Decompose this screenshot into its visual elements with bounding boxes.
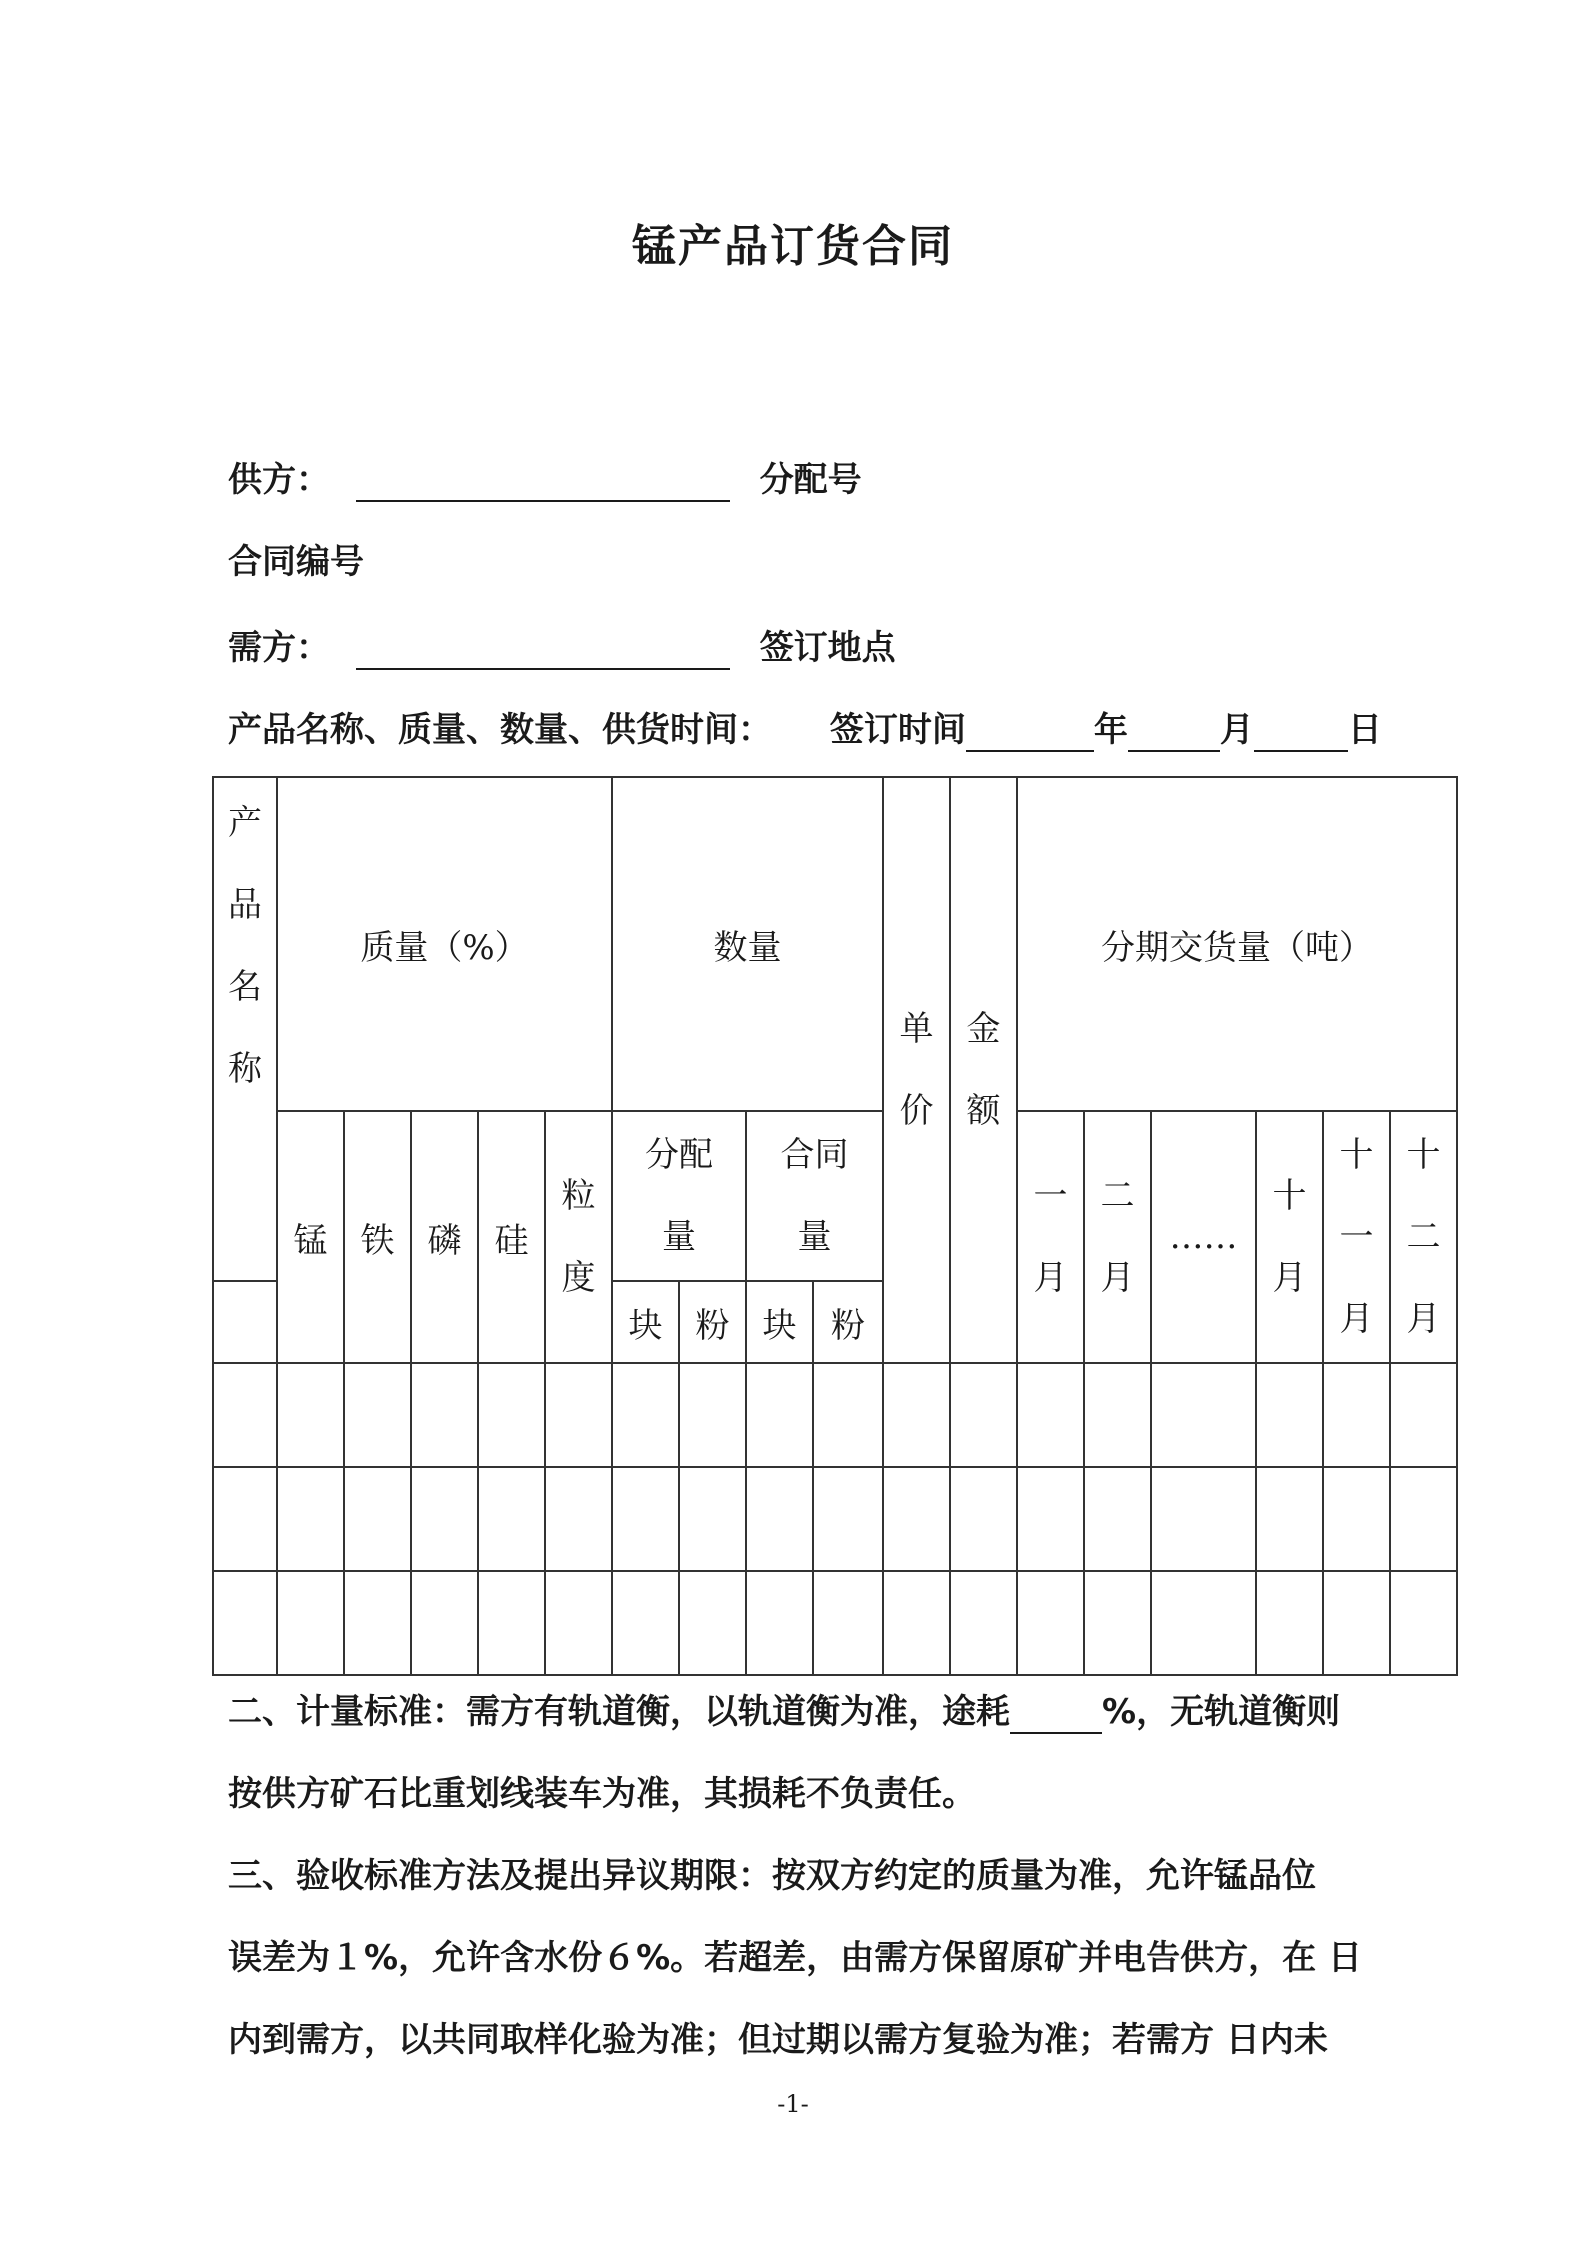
table-cell[interactable] — [950, 1363, 1017, 1467]
table-cell[interactable] — [883, 1363, 950, 1467]
page-number: -1- — [777, 2090, 809, 2118]
sign-place-label: 签订地点 — [759, 628, 896, 668]
table-cell[interactable] — [411, 1571, 478, 1675]
granularity-char: 度 — [561, 1258, 596, 1298]
table-cell[interactable] — [1323, 1363, 1390, 1467]
table-cell[interactable] — [813, 1467, 883, 1571]
month-char: 月 — [1033, 1258, 1068, 1298]
table-cell[interactable] — [1084, 1363, 1151, 1467]
product-table — [212, 776, 1458, 1676]
clause-3-line-2: 误差为１%，允许含水份６%。若超差，由需方保留原矿并电告供方，在 日 — [228, 1938, 1362, 1978]
supplier-blank[interactable] — [356, 460, 730, 502]
contract-qty-text: 合同 — [780, 1135, 849, 1175]
quality-si: 硅 — [478, 1111, 545, 1363]
table-cell[interactable] — [478, 1571, 545, 1675]
contract-no-label: 合同编号 — [228, 542, 364, 582]
day-label: 日 — [1347, 710, 1382, 750]
quality-header: 质量（%） — [277, 777, 612, 1111]
table-row — [213, 1363, 1457, 1467]
quality-fe: 铁 — [344, 1111, 411, 1363]
table-cell[interactable] — [1256, 1571, 1323, 1675]
unit-price-header — [883, 777, 950, 1363]
month-2-header — [1084, 1111, 1151, 1363]
table-cell[interactable] — [813, 1571, 883, 1675]
month-11-header — [1323, 1111, 1390, 1363]
month-char: 二 — [1100, 1176, 1135, 1216]
contract-qty-text: 量 — [797, 1217, 832, 1257]
table-cell[interactable] — [950, 1571, 1017, 1675]
unit-price-char: 单 — [899, 1009, 934, 1049]
contract-powder-header: 粉 — [813, 1281, 883, 1363]
table-cell[interactable] — [277, 1363, 344, 1467]
quality-p: 磷 — [411, 1111, 478, 1363]
contract-lump-header: 块 — [746, 1281, 813, 1363]
table-cell[interactable] — [746, 1467, 813, 1571]
table-cell[interactable] — [1151, 1363, 1256, 1467]
table-cell[interactable] — [545, 1467, 612, 1571]
table-cell[interactable] — [883, 1467, 950, 1571]
granularity-char: 粒 — [561, 1176, 596, 1216]
quality-mn: 锰 — [277, 1111, 344, 1363]
table-cell[interactable] — [612, 1467, 679, 1571]
month-char: 一 — [1033, 1176, 1068, 1216]
month-10-header — [1256, 1111, 1323, 1363]
supplier-line — [228, 458, 862, 502]
table-cell[interactable] — [1084, 1467, 1151, 1571]
table-cell[interactable] — [746, 1363, 813, 1467]
transit-loss-blank[interactable] — [1010, 1692, 1102, 1734]
clause-3-line-1: 三、验收标准方法及提出异议期限：按双方约定的质量为准，允许锰品位 — [228, 1856, 1316, 1896]
table-cell[interactable] — [1084, 1571, 1151, 1675]
table-cell[interactable] — [883, 1571, 950, 1675]
product-name-header — [213, 777, 277, 1281]
sign-month-blank[interactable] — [1128, 710, 1220, 752]
month-char: 十 — [1406, 1135, 1441, 1175]
product-info-label: 产品名称、质量、数量、供货时间： — [228, 710, 772, 750]
table-cell[interactable] — [277, 1571, 344, 1675]
table-cell[interactable] — [545, 1363, 612, 1467]
clause-2-text-b: %，无轨道衡则 — [1102, 1692, 1341, 1732]
product-name-char: 名 — [228, 967, 262, 1007]
table-cell[interactable] — [612, 1363, 679, 1467]
allocated-lump-header: 块 — [612, 1281, 679, 1363]
product-info-line — [228, 708, 1382, 752]
allocated-text: 分配 — [645, 1135, 713, 1175]
year-label: 年 — [1093, 710, 1128, 750]
table-cell[interactable] — [1017, 1363, 1084, 1467]
document-title: 锰产品订货合同 — [632, 221, 954, 272]
amount-header — [950, 777, 1017, 1363]
table-cell[interactable] — [1323, 1571, 1390, 1675]
table-cell[interactable] — [1256, 1363, 1323, 1467]
table-cell[interactable] — [1256, 1467, 1323, 1571]
month-char: 月 — [1406, 1299, 1441, 1339]
product-name-char: 品 — [228, 885, 262, 925]
table-cell[interactable] — [213, 1467, 277, 1571]
table-cell[interactable] — [277, 1467, 344, 1571]
clause-3-line-3: 内到需方，以共同取样化验为准；但过期以需方复验为准；若需方 日内未 — [228, 2020, 1328, 2060]
month-char: 二 — [1406, 1217, 1441, 1257]
month-char: 十 — [1272, 1176, 1307, 1216]
month-char: 十 — [1339, 1135, 1374, 1175]
table-cell[interactable] — [213, 1571, 277, 1675]
installment-header: 分期交货量（吨） — [1017, 777, 1457, 1111]
table-cell[interactable] — [1323, 1467, 1390, 1571]
table-row — [213, 1467, 1457, 1571]
month-char: 月 — [1272, 1258, 1307, 1298]
table-cell[interactable] — [1390, 1467, 1457, 1571]
table-cell[interactable] — [411, 1467, 478, 1571]
table-cell[interactable] — [1151, 1467, 1256, 1571]
buyer-blank[interactable] — [356, 628, 730, 670]
table-cell[interactable] — [344, 1363, 411, 1467]
sign-year-blank[interactable] — [966, 710, 1094, 752]
allocated-text: 量 — [662, 1217, 696, 1257]
sign-day-blank[interactable] — [1254, 710, 1348, 752]
clause-2-text-a: 二、计量标准：需方有轨道衡，以轨道衡为准，途耗 — [228, 1692, 1010, 1732]
table-cell[interactable] — [950, 1467, 1017, 1571]
month-ellipsis-header: …… — [1151, 1111, 1256, 1363]
buyer-line — [228, 626, 896, 670]
table-cell[interactable] — [344, 1571, 411, 1675]
contract-no-line — [228, 540, 364, 584]
table-cell[interactable] — [1017, 1571, 1084, 1675]
table-cell[interactable] — [679, 1571, 746, 1675]
table-row — [213, 1571, 1457, 1675]
month-char: 月 — [1100, 1258, 1135, 1298]
table-cell[interactable] — [478, 1467, 545, 1571]
contract-qty-header — [746, 1111, 883, 1281]
month-1-header — [1017, 1111, 1084, 1363]
table-cell[interactable] — [1017, 1467, 1084, 1571]
table-cell[interactable] — [679, 1363, 746, 1467]
month-12-header — [1390, 1111, 1457, 1363]
month-label: 月 — [1219, 710, 1254, 750]
product-name-char: 称 — [228, 1049, 262, 1089]
table-cell[interactable] — [344, 1467, 411, 1571]
table-cell[interactable] — [411, 1363, 478, 1467]
amount-char: 金 — [966, 1009, 1001, 1049]
allocated-powder-header: 粉 — [679, 1281, 746, 1363]
table-cell[interactable] — [612, 1571, 679, 1675]
clause-2-line-2: 按供方矿石比重划线装车为准，其损耗不负责任。 — [228, 1774, 976, 1814]
table-cell[interactable] — [1390, 1571, 1457, 1675]
clause-2-line-1 — [228, 1690, 1340, 1734]
table-cell[interactable] — [679, 1467, 746, 1571]
table-cell[interactable] — [213, 1363, 277, 1467]
allocated-qty-header — [612, 1111, 746, 1281]
amount-char: 额 — [966, 1091, 1001, 1131]
table-cell[interactable] — [478, 1363, 545, 1467]
month-char: 一 — [1339, 1217, 1374, 1257]
table-cell[interactable] — [746, 1571, 813, 1675]
allocation-label: 分配号 — [759, 460, 862, 500]
quantity-header: 数量 — [612, 777, 883, 1111]
supplier-label: 供方： — [228, 460, 330, 500]
table-cell[interactable] — [1390, 1363, 1457, 1467]
sign-time-label: 签订时间 — [829, 710, 966, 750]
table-cell[interactable] — [545, 1571, 612, 1675]
buyer-label: 需方： — [228, 628, 330, 668]
table-cell[interactable] — [813, 1363, 883, 1467]
product-name-char: 产 — [228, 803, 262, 843]
product-name-empty — [213, 1281, 277, 1363]
month-char: 月 — [1339, 1299, 1374, 1339]
table-cell[interactable] — [1151, 1571, 1256, 1675]
unit-price-char: 价 — [899, 1091, 934, 1131]
granularity-header — [545, 1111, 612, 1363]
